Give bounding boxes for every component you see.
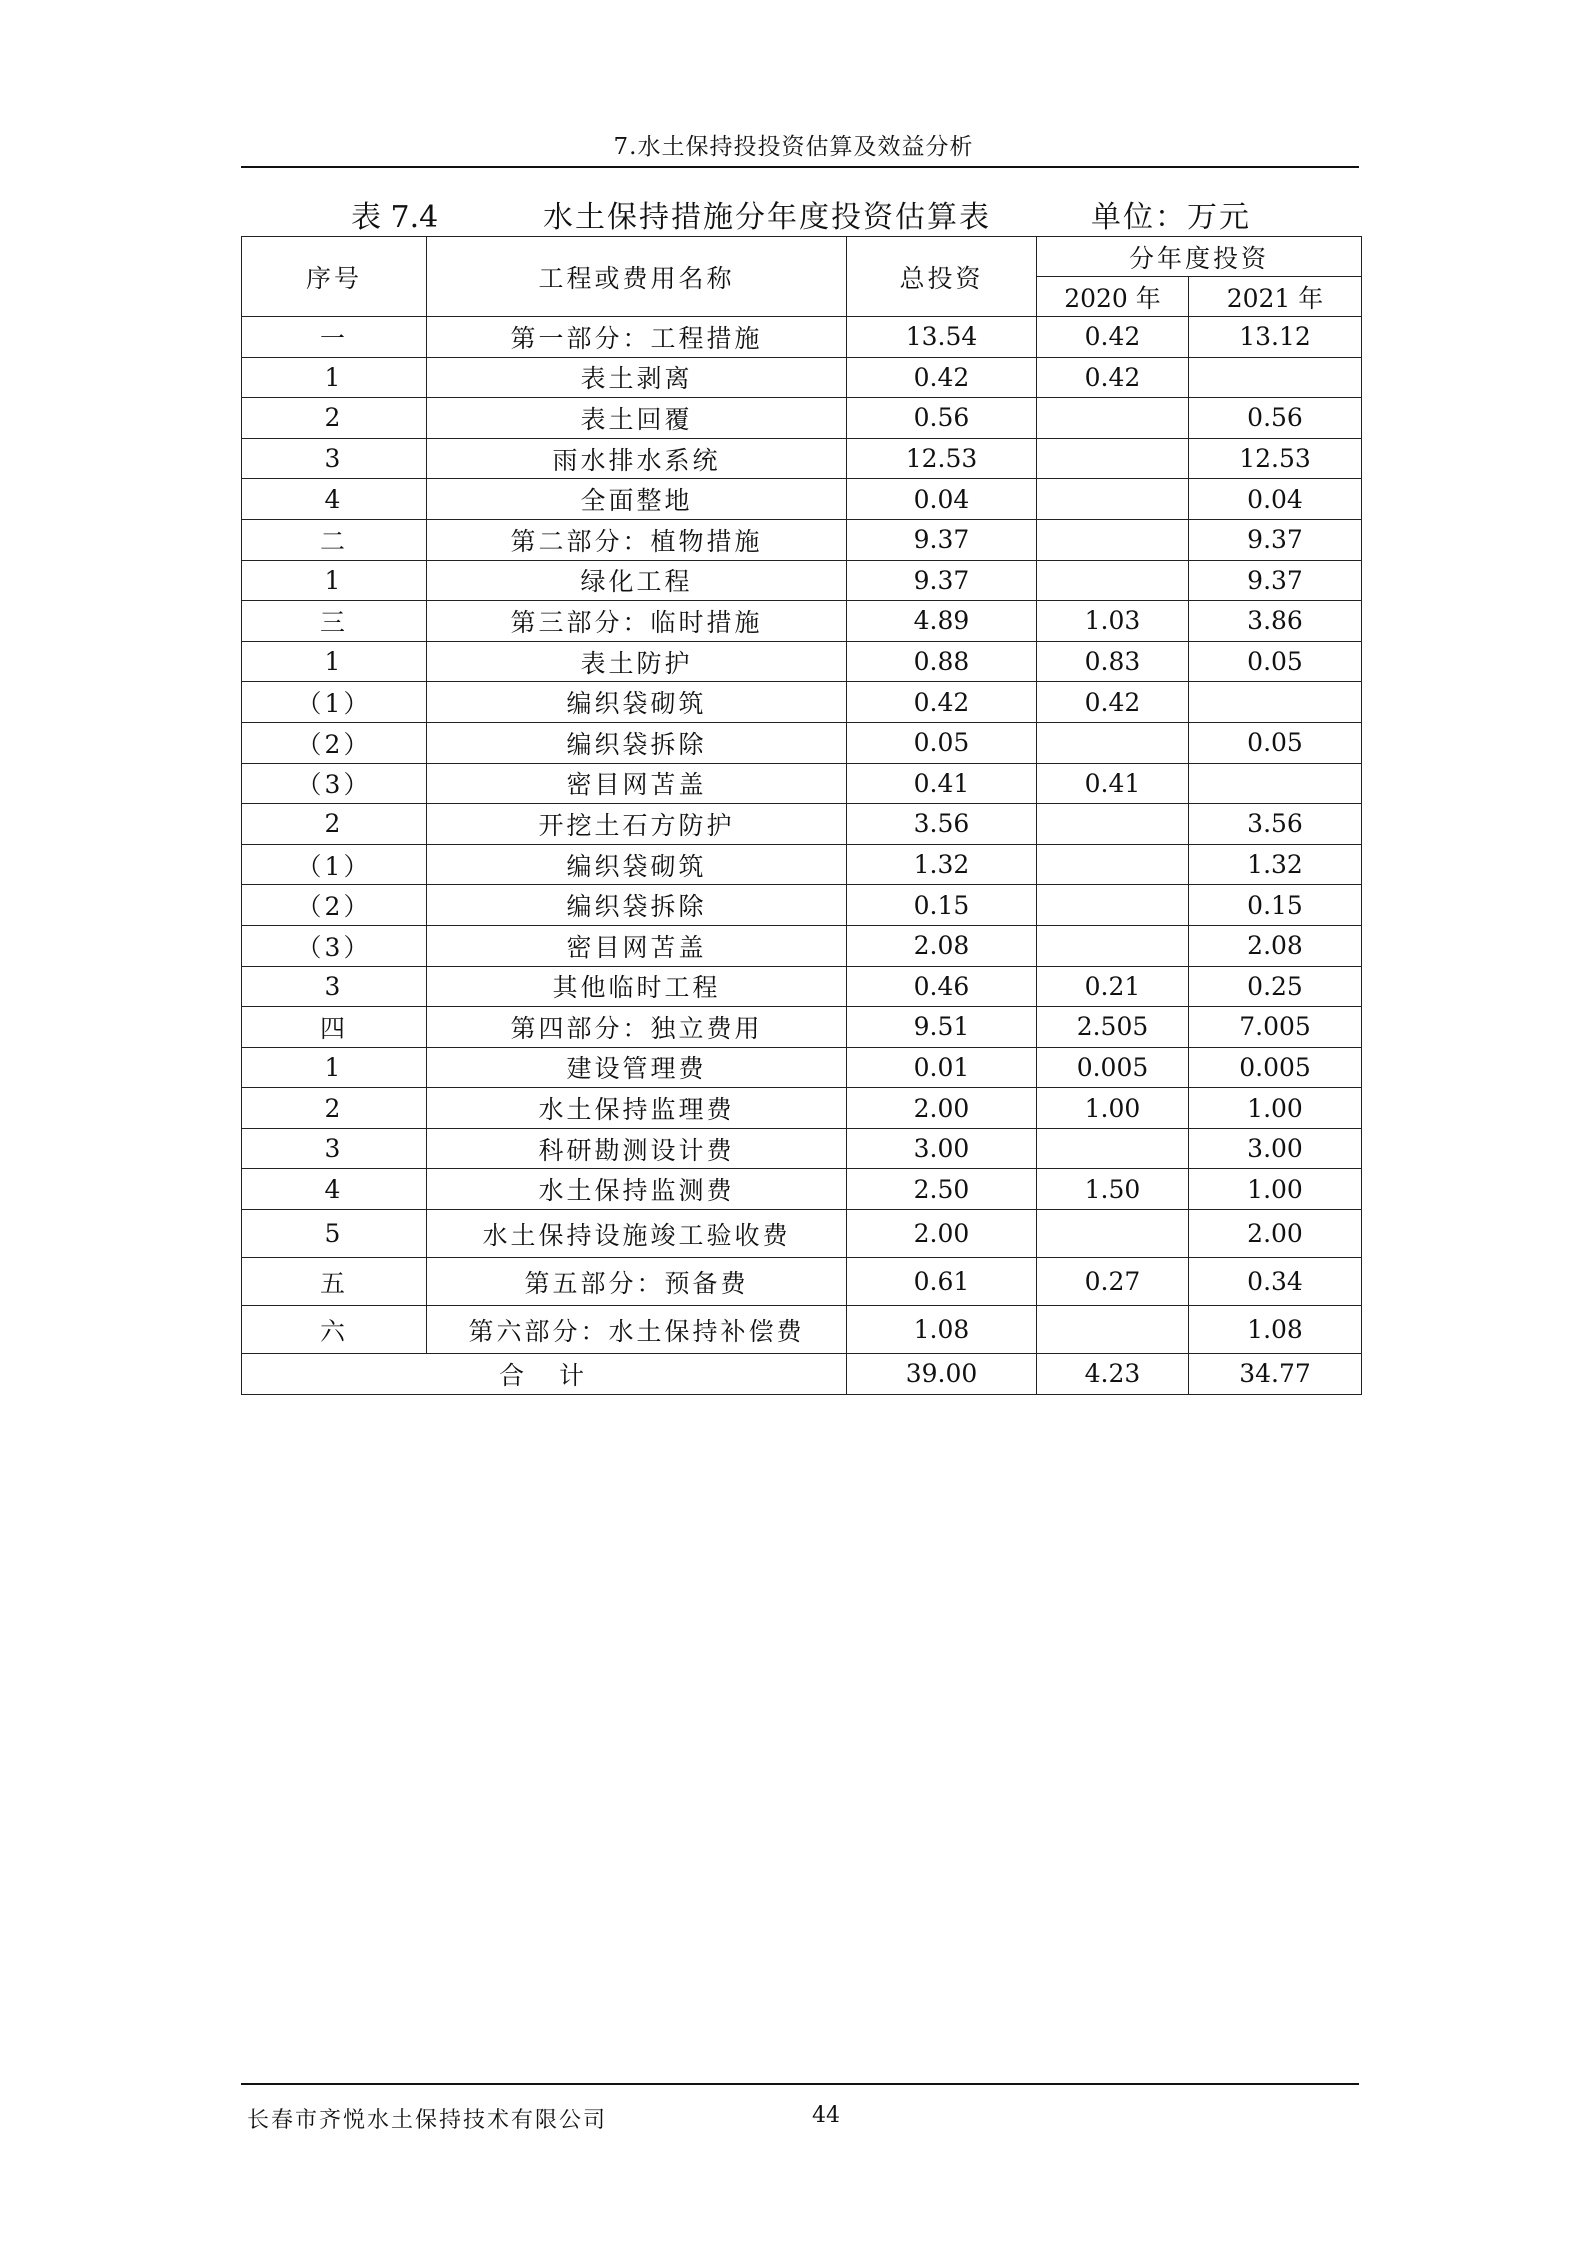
table-row — [242, 804, 1362, 845]
cell-name: 第四部分：独立费用 — [427, 1007, 847, 1048]
cell-2021: 0.05 — [1189, 641, 1362, 682]
cell-total: 1.08 — [847, 1306, 1037, 1354]
table-row — [242, 357, 1362, 398]
cell-2021: 1.00 — [1189, 1169, 1362, 1210]
table-row — [242, 1007, 1362, 1048]
cell-no: （2） — [242, 885, 427, 926]
cell-no: 1 — [242, 357, 427, 398]
cell-2021: 9.37 — [1189, 519, 1362, 560]
header-divider — [241, 166, 1359, 168]
cell-name: 第三部分：临时措施 — [427, 601, 847, 642]
cell-total: 12.53 — [847, 438, 1037, 479]
cell-no: 4 — [242, 1169, 427, 1210]
table-total-row — [242, 1354, 1362, 1395]
cell-2021 — [1189, 763, 1362, 804]
cell-2020 — [1037, 1306, 1189, 1354]
cell-name: 密目网苫盖 — [427, 925, 847, 966]
table-header-row — [242, 237, 1362, 277]
cell-2021: 2.08 — [1189, 925, 1362, 966]
cell-no: 1 — [242, 560, 427, 601]
cell-2021: 0.15 — [1189, 885, 1362, 926]
cell-2020 — [1037, 925, 1189, 966]
cell-2021: 3.00 — [1189, 1128, 1362, 1169]
cell-no: 四 — [242, 1007, 427, 1048]
cell-total: 9.51 — [847, 1007, 1037, 1048]
header-name: 工程或费用名称 — [427, 237, 847, 317]
cell-2021: 2.00 — [1189, 1210, 1362, 1258]
total-label — [242, 1354, 847, 1395]
cell-total: 0.41 — [847, 763, 1037, 804]
cell-2021: 3.56 — [1189, 804, 1362, 845]
cell-total: 2.08 — [847, 925, 1037, 966]
cell-name: 编织袋拆除 — [427, 722, 847, 763]
investment-table — [241, 236, 1362, 1395]
cell-name: 其他临时工程 — [427, 966, 847, 1007]
cell-no: 2 — [242, 1088, 427, 1129]
cell-no: 1 — [242, 1047, 427, 1088]
cell-total: 2.50 — [847, 1169, 1037, 1210]
cell-2021: 1.32 — [1189, 844, 1362, 885]
cell-name: 水土保持监测费 — [427, 1169, 847, 1210]
cell-name: 水土保持监理费 — [427, 1088, 847, 1129]
cell-2020: 1.00 — [1037, 1088, 1189, 1129]
table-row — [242, 966, 1362, 1007]
header-2020: 2020 年 — [1037, 277, 1189, 317]
header-no: 序号 — [242, 237, 427, 317]
cell-no: 3 — [242, 966, 427, 1007]
cell-total: 3.00 — [847, 1128, 1037, 1169]
cell-2021 — [1189, 682, 1362, 723]
cell-2020 — [1037, 722, 1189, 763]
header-2021: 2021 年 — [1189, 277, 1362, 317]
cell-total: 0.46 — [847, 966, 1037, 1007]
cell-no: 六 — [242, 1306, 427, 1354]
cell-total: 0.56 — [847, 398, 1037, 439]
cell-no: 5 — [242, 1210, 427, 1258]
cell-name: 第二部分：植物措施 — [427, 519, 847, 560]
cell-name: 绿化工程 — [427, 560, 847, 601]
table-row — [242, 844, 1362, 885]
cell-2021: 0.25 — [1189, 966, 1362, 1007]
cell-2020 — [1037, 1210, 1189, 1258]
cell-no: （1） — [242, 844, 427, 885]
cell-2020: 0.42 — [1037, 682, 1189, 723]
cell-no: 4 — [242, 479, 427, 520]
cell-2021: 0.005 — [1189, 1047, 1362, 1088]
cell-2020: 0.41 — [1037, 763, 1189, 804]
cell-no: 三 — [242, 601, 427, 642]
cell-name: 表土回覆 — [427, 398, 847, 439]
total-label-char: 合 — [499, 1360, 527, 1390]
cell-name: 表土防护 — [427, 641, 847, 682]
table-row — [242, 1210, 1362, 1258]
cell-name: 雨水排水系统 — [427, 438, 847, 479]
cell-name: 水土保持设施竣工验收费 — [427, 1210, 847, 1258]
cell-2020: 1.50 — [1037, 1169, 1189, 1210]
table-row — [242, 1258, 1362, 1306]
cell-name: 表土剥离 — [427, 357, 847, 398]
cell-no: 二 — [242, 519, 427, 560]
cell-2020 — [1037, 844, 1189, 885]
cell-2020 — [1037, 560, 1189, 601]
running-header-title: 7.水土保持投投资估算及效益分析 — [613, 134, 974, 160]
table-row — [242, 682, 1362, 723]
cell-name: 编织袋砌筑 — [427, 844, 847, 885]
table-row — [242, 641, 1362, 682]
cell-2020: 0.005 — [1037, 1047, 1189, 1088]
cell-2021: 0.34 — [1189, 1258, 1362, 1306]
cell-2020: 0.42 — [1037, 317, 1189, 358]
cell-name: 全面整地 — [427, 479, 847, 520]
cell-total: 0.04 — [847, 479, 1037, 520]
total-2020: 4.23 — [1037, 1354, 1189, 1395]
table-row — [242, 479, 1362, 520]
cell-name: 编织袋砌筑 — [427, 682, 847, 723]
cell-2020: 0.42 — [1037, 357, 1189, 398]
cell-2021: 13.12 — [1189, 317, 1362, 358]
table-row — [242, 519, 1362, 560]
table-row — [242, 1306, 1362, 1354]
cell-2020: 0.21 — [1037, 966, 1189, 1007]
cell-2020 — [1037, 398, 1189, 439]
cell-2021: 12.53 — [1189, 438, 1362, 479]
cell-no: （3） — [242, 925, 427, 966]
cell-no: 2 — [242, 398, 427, 439]
table-row — [242, 722, 1362, 763]
cell-2020: 0.83 — [1037, 641, 1189, 682]
cell-no: （1） — [242, 682, 427, 723]
table-row — [242, 601, 1362, 642]
cell-total: 13.54 — [847, 317, 1037, 358]
cell-2020 — [1037, 479, 1189, 520]
table-row — [242, 1169, 1362, 1210]
cell-2021: 0.56 — [1189, 398, 1362, 439]
cell-total: 0.42 — [847, 357, 1037, 398]
cell-2021: 9.37 — [1189, 560, 1362, 601]
cell-2021: 1.08 — [1189, 1306, 1362, 1354]
cell-name: 编织袋拆除 — [427, 885, 847, 926]
total-sum: 39.00 — [847, 1354, 1037, 1395]
table-row — [242, 1047, 1362, 1088]
cell-2021: 0.05 — [1189, 722, 1362, 763]
cell-2021: 0.04 — [1189, 479, 1362, 520]
table-caption — [241, 192, 1359, 235]
table-row — [242, 398, 1362, 439]
cell-total: 2.00 — [847, 1088, 1037, 1129]
table-unit: 单位：万元 — [1091, 200, 1251, 235]
table-title: 水土保持措施分年度投资估算表 — [543, 200, 991, 235]
cell-2020 — [1037, 804, 1189, 845]
total-2021: 34.77 — [1189, 1354, 1362, 1395]
cell-no: 3 — [242, 438, 427, 479]
page-number: 44 — [812, 2103, 840, 2128]
cell-2021: 3.86 — [1189, 601, 1362, 642]
footer-divider — [241, 2083, 1359, 2085]
cell-name: 第五部分：预备费 — [427, 1258, 847, 1306]
cell-name: 开挖土石方防护 — [427, 804, 847, 845]
header-total: 总投资 — [847, 237, 1037, 317]
table-row — [242, 925, 1362, 966]
cell-no: 1 — [242, 641, 427, 682]
cell-name: 第六部分：水土保持补偿费 — [427, 1306, 847, 1354]
cell-total: 9.37 — [847, 560, 1037, 601]
cell-total: 0.61 — [847, 1258, 1037, 1306]
table-number: 表 7.4 — [351, 200, 439, 235]
table-row — [242, 1088, 1362, 1129]
table-row — [242, 1128, 1362, 1169]
cell-name: 密目网苫盖 — [427, 763, 847, 804]
table-row — [242, 885, 1362, 926]
cell-no: （3） — [242, 763, 427, 804]
table-row — [242, 317, 1362, 358]
cell-2020 — [1037, 438, 1189, 479]
cell-2020 — [1037, 1128, 1189, 1169]
cell-2020: 1.03 — [1037, 601, 1189, 642]
footer-company: 长春市齐悦水土保持技术有限公司 — [247, 2108, 608, 2133]
total-label-text — [499, 1356, 589, 1392]
cell-total: 0.88 — [847, 641, 1037, 682]
cell-2020: 0.27 — [1037, 1258, 1189, 1306]
cell-no: （2） — [242, 722, 427, 763]
cell-total: 9.37 — [847, 519, 1037, 560]
cell-no: 3 — [242, 1128, 427, 1169]
total-label-char: 计 — [559, 1360, 587, 1390]
cell-name: 第一部分：工程措施 — [427, 317, 847, 358]
cell-2021: 7.005 — [1189, 1007, 1362, 1048]
cell-name: 科研勘测设计费 — [427, 1128, 847, 1169]
cell-2020 — [1037, 885, 1189, 926]
cell-no: 2 — [242, 804, 427, 845]
cell-total: 4.89 — [847, 601, 1037, 642]
cell-total: 3.56 — [847, 804, 1037, 845]
table-row — [242, 763, 1362, 804]
cell-total: 0.01 — [847, 1047, 1037, 1088]
cell-2021 — [1189, 357, 1362, 398]
header-annual: 分年度投资 — [1037, 237, 1362, 277]
cell-2020: 2.505 — [1037, 1007, 1189, 1048]
cell-2020 — [1037, 519, 1189, 560]
table-row — [242, 560, 1362, 601]
cell-total: 0.05 — [847, 722, 1037, 763]
table-row — [242, 438, 1362, 479]
cell-2021: 1.00 — [1189, 1088, 1362, 1129]
cell-total: 0.42 — [847, 682, 1037, 723]
cell-name: 建设管理费 — [427, 1047, 847, 1088]
cell-total: 0.15 — [847, 885, 1037, 926]
cell-total: 1.32 — [847, 844, 1037, 885]
cell-no: 五 — [242, 1258, 427, 1306]
cell-no: 一 — [242, 317, 427, 358]
cell-total: 2.00 — [847, 1210, 1037, 1258]
